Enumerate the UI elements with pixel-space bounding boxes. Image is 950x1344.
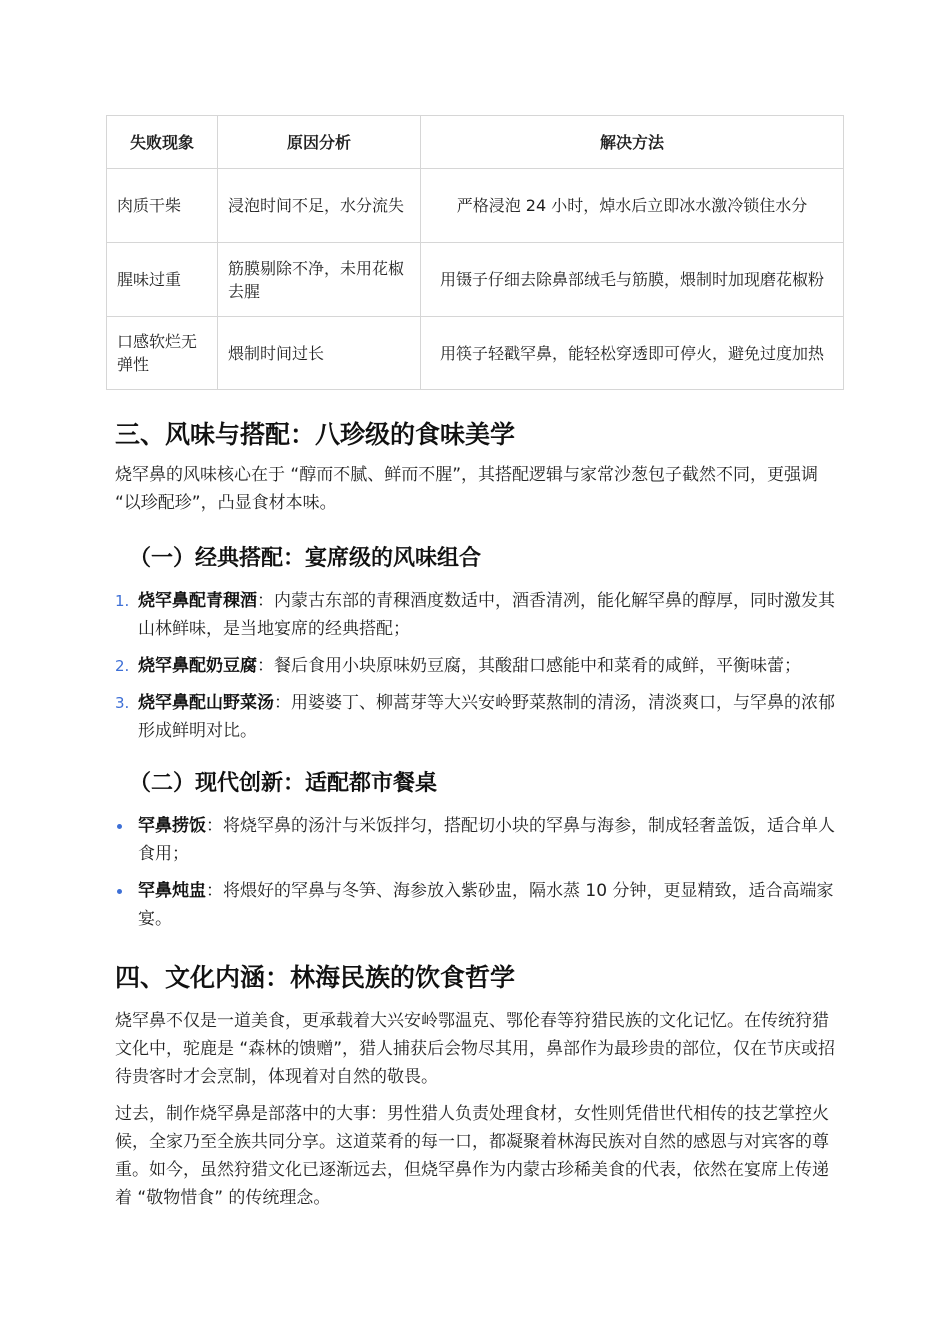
table-cell: 口感软烂无弹性: [107, 317, 218, 390]
item-title: 罕鼻炖盅: [138, 881, 206, 901]
table-cell: 用镊子仔细去除鼻部绒毛与筋膜，煨制时加现磨花椒粉: [421, 243, 844, 317]
item-title: 烧罕鼻配青稞酒: [138, 591, 257, 611]
table-header-row: [107, 116, 844, 169]
item-text: ：将烧罕鼻的汤汁与米饭拌匀，搭配切小块的罕鼻与海参，制成轻奢盖饭，适合单人食用；: [138, 816, 835, 864]
table-header-cell: 解决方法: [421, 116, 844, 169]
section-heading: 三、风味与搭配：八珍级的食味美学: [115, 420, 516, 449]
table-header-cell: 原因分析: [218, 116, 421, 169]
table-row: [107, 169, 844, 243]
paragraph: 烧罕鼻的风味核心在于 “醇而不腻、鲜而不腥”，其搭配逻辑与家常沙葱包子截然不同，更强调 “以珍配珍”，凸显食材本味。: [115, 465, 819, 513]
list-item: [115, 877, 845, 933]
paragraph: 过去，制作烧罕鼻是部落中的大事：男性猎人负责处理食材，女性则凭借世代相传的技艺掌控火候，全家乃至全族共同分享。这道菜肴的每一口，都凝聚着林海民族对自然的感恩与对宾客的尊重。如今，虽然狩猎文化已逐渐远去，但烧罕鼻作为内蒙古珍稀美食的代表，依然在宴席上传递着 “敬物惜食” 的传统理念。: [115, 1104, 829, 1208]
paragraph: 烧罕鼻不仅是一道美食，更承载着大兴安岭鄂温克、鄂伦春等狩猎民族的文化记忆。在传统狩猎文化中，驼鹿是 “森林的馈赠”，猎人捕获后会物尽其用，鼻部作为最珍贵的部位，仅在节庆或招待贵客时才会烹制，体现着对自然的敬畏。: [115, 1011, 836, 1087]
table-cell: 用筷子轻戳罕鼻，能轻松穿透即可停火，避免过度加热: [421, 317, 844, 390]
table-header-cell: 失败现象: [107, 116, 218, 169]
list-item: [115, 812, 845, 868]
list-item: [115, 652, 845, 680]
list-marker: 1.: [115, 592, 130, 610]
table-cell: 浸泡时间不足，水分流失: [218, 169, 421, 243]
item-text: ：将煨好的罕鼻与冬笋、海参放入紫砂盅，隔水蒸 10 分钟，更显精致，适合高端家宴。: [138, 881, 834, 929]
failure-table: [106, 115, 844, 390]
document-page: [115, 115, 845, 1212]
table-cell: 腥味过重: [107, 243, 218, 317]
section-heading: 四、文化内涵：林海民族的饮食哲学: [115, 963, 516, 992]
table-cell: 肉质干柴: [107, 169, 218, 243]
item-text: ：内蒙古东部的青稞酒度数适中，酒香清冽，能化解罕鼻的醇厚，同时激发其山林鲜味，是当地宴席的经典搭配；: [138, 591, 835, 639]
bullet-dot-icon: [117, 824, 122, 829]
table-cell: 筋膜剔除不净，未用花椒去腥: [218, 243, 421, 317]
ordered-list: [115, 587, 845, 745]
item-title: 烧罕鼻配奶豆腐: [138, 656, 257, 676]
table-row: [107, 317, 844, 390]
subsection-heading: （二）现代创新：适配都市餐桌: [129, 771, 438, 796]
list-marker: 2.: [115, 657, 130, 675]
bullet-dot-icon: [117, 889, 122, 894]
list-item: [115, 587, 845, 643]
table-row: [107, 243, 844, 317]
bullet-list: [115, 812, 845, 933]
item-text: ：餐后食用小块原味奶豆腐，其酸甜口感能中和菜肴的咸鲜，平衡味蕾；: [257, 656, 801, 676]
list-marker: 3.: [115, 694, 130, 712]
item-title: 罕鼻捞饭: [138, 816, 206, 836]
table-cell: 煨制时间过长: [218, 317, 421, 390]
item-title: 烧罕鼻配山野菜汤: [138, 693, 274, 713]
item-text: ：用婆婆丁、柳蒿芽等大兴安岭野菜熬制的清汤，清淡爽口，与罕鼻的浓郁形成鲜明对比。: [138, 693, 835, 741]
list-item: [115, 689, 845, 745]
subsection-heading: （一）经典搭配：宴席级的风味组合: [129, 546, 482, 571]
table-cell: 严格浸泡 24 小时，焯水后立即冰水激冷锁住水分: [421, 169, 844, 243]
